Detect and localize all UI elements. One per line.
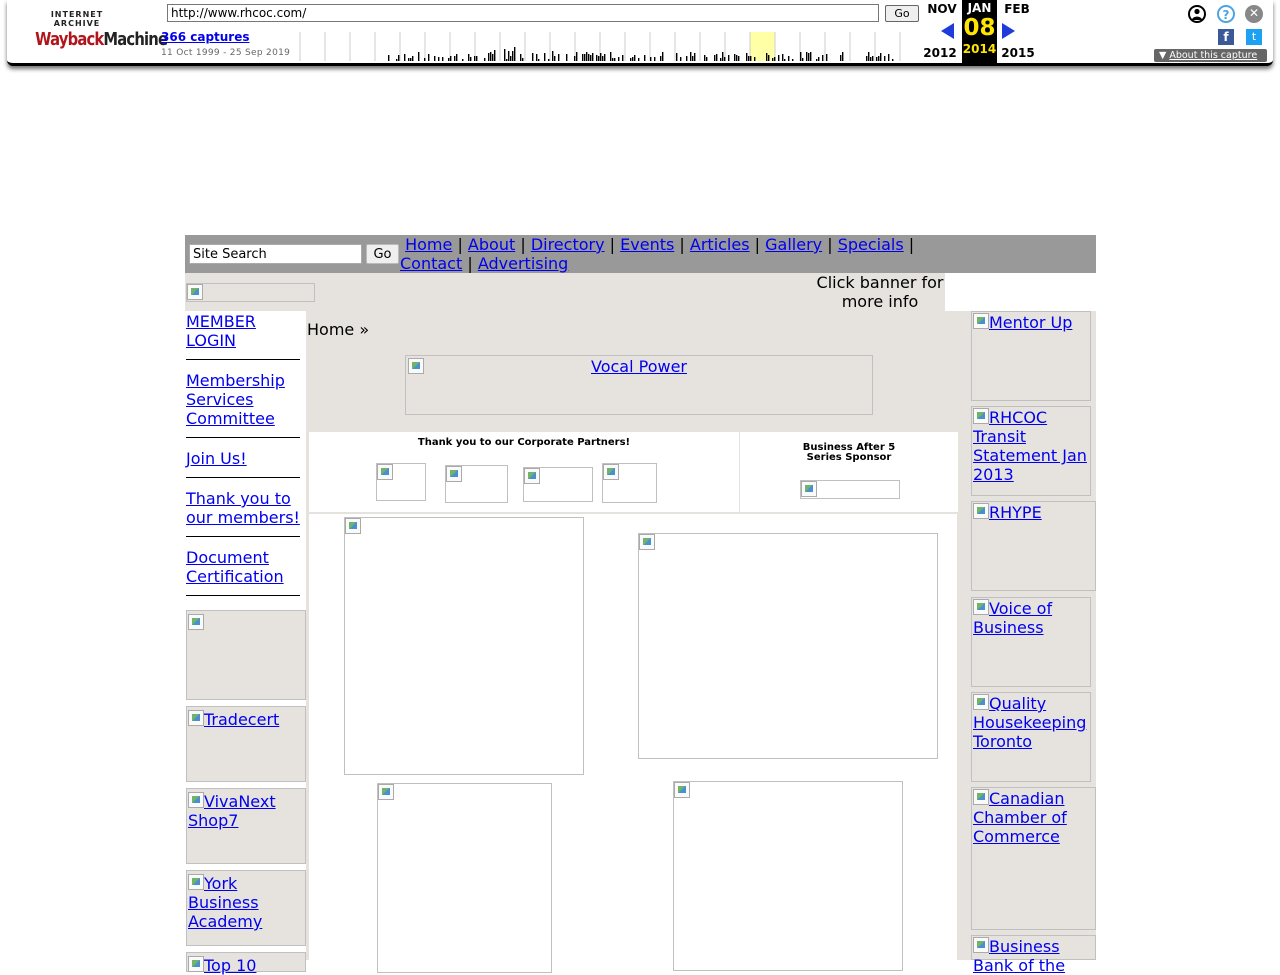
sparkline-bar [630,58,631,61]
sparkline-bar [680,57,681,61]
help-icon[interactable]: ? [1217,5,1235,23]
broken-image-icon [801,481,817,497]
broken-image-icon [639,534,655,550]
sparkline-bar [720,58,721,61]
sparkline-bar [778,55,779,61]
captures-link[interactable]: 366 captures [161,30,250,44]
nav-contact[interactable]: Contact [400,254,463,273]
partner-logo-1[interactable] [376,463,426,501]
chevron-down-icon: ▼ [1159,50,1167,61]
corporate-partners-panel [309,432,739,512]
divider [186,595,300,596]
sparkline-bar [610,52,611,61]
business-after-5-panel [740,432,958,512]
broken-image-icon [345,518,361,534]
sparkline-bar [418,52,419,61]
sparkline-bar [634,55,635,61]
sparkline-bar [754,57,755,61]
sparkline-bar [750,56,751,61]
broken-image-icon [408,358,424,374]
logo-wordmark: WaybackMachine [35,29,168,50]
wayback-go-button[interactable]: Go [885,5,919,22]
sparkline-bar [588,54,589,61]
nav-events[interactable]: Events [620,235,675,254]
sparkline-bar [410,58,411,61]
broken-image-icon [973,937,989,953]
sparkline-bar [876,57,877,61]
logo-internet-archive: INTERNET ARCHIVE [50,10,104,28]
sparkline-bar [576,52,577,61]
sparkline-bar [510,56,511,61]
partner-logo-2[interactable] [445,465,508,503]
sparkline-bar [766,53,767,61]
sparkline-bar [462,59,463,61]
broken-image-icon [973,599,989,615]
right-ad-voice-of-business[interactable] [971,597,1091,687]
sparkline-bar [586,52,587,61]
sparkline-bar [554,56,555,61]
sparkline-bar [650,57,651,61]
broken-image-icon [973,313,989,329]
sparkline-bar [686,56,687,61]
broken-image-icon [524,468,540,484]
broken-image-icon [674,782,690,798]
divider [186,477,300,478]
sparkline-bar [396,59,397,61]
sparkline-bar [558,54,559,61]
sparkline-bar [746,53,747,61]
sparkline-bar [792,59,793,61]
sparkline-bar [644,55,645,61]
sparkline-current-year-highlight [750,32,775,61]
right-ad-quality-housekeeping[interactable] [971,692,1091,782]
sparkline-bar [408,58,409,61]
broken-image-icon [187,284,203,300]
about-capture-label: About this capture [1169,50,1258,61]
left-ad-vivanext[interactable] [186,788,306,864]
broken-image-icon [188,614,204,630]
sparkline-bar [508,51,509,61]
sparkline-bar [614,58,615,61]
sparkline-bar [870,57,871,61]
sparkline-bar [622,55,623,61]
feature-image-4[interactable] [673,781,903,971]
sparkline-bar [582,54,583,61]
membership-committee-link[interactable]: Membership Services Committee [186,371,285,428]
sparkline-bar [428,54,429,61]
sparkline-bar [810,52,811,61]
sparkline-bar [438,57,439,61]
right-ad-mentor-up[interactable] [971,311,1091,401]
join-us-link[interactable]: Join Us! [186,449,247,468]
sparkline-bar [412,56,413,61]
sparkline-bar [660,56,661,61]
broken-image-icon [973,408,989,424]
left-ad-top10-link[interactable]: Top 10 [188,956,304,975]
right-ad-rhype-link[interactable]: RHYPE [973,503,1094,522]
sparkline-bars [388,47,893,61]
site-search-input[interactable] [189,244,362,264]
sparkline-bar [514,47,515,61]
sparkline-bar [706,57,707,61]
right-ad-business-bank[interactable] [971,935,1096,975]
left-ad-1[interactable] [186,610,306,700]
capture-sparkline[interactable] [293,32,919,61]
sparkline-bar [592,53,593,61]
sparkline-bar [768,55,769,61]
sparkline-bar [868,52,869,61]
sparkline-bar [722,52,723,61]
nav-advertising[interactable]: Advertising [477,254,569,273]
sparkline-bar [826,54,827,61]
sparkline-bar [866,56,867,61]
sparkline-bar [612,58,613,61]
sparkline-bar [880,53,881,61]
corporate-partners-title: Thank you to our Corporate Partners! [417,437,631,448]
broken-image-icon [973,503,989,519]
sparkline-bar [404,54,405,61]
sparkline-bar [532,53,533,61]
broken-image-icon [188,874,204,890]
broken-image-icon [188,792,204,808]
next-year-label[interactable]: 2015 [1001,46,1035,60]
prev-year-label[interactable]: 2012 [923,46,957,60]
breadcrumb: Home » [307,320,370,339]
current-year: 2014 [962,42,997,56]
current-month: JAN [967,1,992,15]
nav-articles[interactable]: Articles [689,235,750,254]
sparkline-bar [802,58,803,61]
business-after-5-title: Business After 5 Series Sponsor [802,442,896,463]
sparkline-bar [602,56,603,61]
feature-image-3[interactable] [377,783,552,973]
sparkline-bar [454,56,455,61]
next-month-label[interactable]: FEB [1004,2,1030,16]
sparkline-bar [662,52,663,61]
left-sidebar [185,311,306,975]
current-capture-date [962,0,997,63]
sparkline-bar [774,57,775,61]
right-ad-mentor-up-link[interactable]: Mentor Up [973,313,1089,332]
sparkline-bar [654,57,655,61]
sparkline-bar [878,56,879,61]
sparkline-bar [574,56,575,61]
sparkline-bar [816,59,817,61]
twitter-icon[interactable]: t [1246,29,1262,45]
nav-directory[interactable]: Directory [530,235,605,254]
left-ad-tradecert[interactable] [186,706,306,782]
sparkline-bar [522,58,523,61]
right-ad-rhype[interactable] [971,501,1096,591]
sparkline-bar [638,58,639,61]
sparkline-bar [840,55,841,61]
right-ad-canadian-chamber[interactable] [971,787,1096,930]
sparkline-bar [448,58,449,61]
sparkline-bar [474,56,475,61]
sparkline-bar [888,54,889,61]
broken-image-icon [377,464,393,480]
document-certification-link[interactable]: Document Certification [186,548,284,586]
sparkline-bar [450,56,451,61]
sparkline-bar [544,53,545,61]
wayback-logo[interactable] [26,10,168,50]
nav-gallery[interactable]: Gallery [765,235,823,254]
sparkline-bar [604,54,605,61]
sparkline-bar [714,55,715,61]
capture-date-range: 11 Oct 1999 - 25 Sep 2019 [161,48,291,58]
nav-about[interactable]: About [467,235,516,254]
nav-home[interactable]: Home [405,235,453,254]
broken-image-icon [188,956,204,972]
sparkline-bar [782,54,783,61]
sparkline-bar [784,59,785,61]
feature-image-grid [309,514,957,960]
feature-image-1[interactable] [344,517,584,775]
banner-note: Click banner for more info [816,273,944,311]
sparkline-bar [818,57,819,61]
broken-image-icon [378,784,394,800]
sparkline-bar [506,59,507,61]
sparkline-bar [596,55,597,61]
divider [186,536,300,537]
sparkline-bar [476,56,477,61]
nav-specials[interactable]: Specials [837,235,904,254]
sparkline-bar [788,56,789,61]
sparkline-bar [536,54,537,61]
banner-row [185,273,945,311]
header-banner-image[interactable] [186,283,315,302]
sparkline-bar [488,53,489,61]
sparkline-bar [468,54,469,61]
sparkline-bar [724,57,725,61]
sparkline-bar [520,54,521,61]
sparkline-bar [772,58,773,61]
sparkline-bar [484,58,485,61]
sparkline-bar [566,54,567,61]
about-capture-toggle[interactable] [1154,49,1267,62]
right-sidebar [958,311,1096,975]
facebook-icon[interactable]: f [1218,29,1234,45]
right-ad-transit-statement-link[interactable]: RHCOC Transit Statement Jan 2013 [973,408,1087,484]
sparkline-bar [494,50,495,61]
sparkline-bar [692,56,693,61]
sparkline-bar [470,57,471,61]
sparkline-bar [490,52,491,61]
sparkline-bar [842,52,843,61]
sparkline-bar [618,57,619,61]
sparkline-bar [822,55,823,61]
sparkline-bar [456,54,457,61]
sparkline-bar [734,54,735,61]
sparkline-bar [808,53,809,61]
wayback-toolbar [7,0,1273,66]
site-search-go-button[interactable]: Go [366,244,399,264]
sparkline-bar [694,53,695,61]
sparkline-bar [632,57,633,61]
sparkline-bar [598,56,599,61]
archived-page [185,235,1096,975]
partner-logo-4[interactable] [602,463,657,503]
sparkline-bar [600,53,601,61]
current-day: 08 [963,15,996,41]
close-icon[interactable]: ✕ [1245,5,1263,23]
vocal-power-link[interactable]: Vocal Power [591,357,687,376]
right-ad-business-bank-link[interactable]: Business Bank of the [973,937,1066,975]
left-ad-top10[interactable] [186,952,306,975]
sparkline-bar [676,53,677,61]
next-capture-arrow-icon[interactable] [1002,23,1015,39]
sparkline-bar [434,56,435,61]
sparkline-bar [512,51,513,61]
sparkline-bar [884,56,885,61]
sparkline-bar [892,59,893,61]
sparkline-bar [442,57,443,61]
user-icon[interactable] [1188,5,1206,23]
member-login-link[interactable]: MEMBER LOGIN [186,312,256,350]
main-content [306,311,958,960]
broken-image-icon [188,710,204,726]
sparkline-bar [738,56,739,61]
divider [186,359,300,360]
site-top-bar [185,235,1096,273]
right-ad-transit-statement[interactable] [971,406,1091,496]
thank-members-link[interactable]: Thank you to our members! [186,489,300,527]
sparkline-bar [584,54,585,61]
sparkline-bar [492,54,493,61]
left-ad-york-business[interactable] [186,870,306,946]
sparkline-bar [806,52,807,61]
feature-image-2[interactable] [638,533,938,759]
left-ad-vivanext-link[interactable]: VivaNext Shop7 [188,792,276,830]
sparkline-bar [424,58,425,61]
sparkline-bar [590,55,591,61]
sparkline-bar [872,56,873,61]
series-sponsor-logo[interactable] [800,480,900,499]
broken-image-icon [603,464,619,480]
sparkline-bar [548,59,549,61]
broken-image-icon [973,694,989,710]
sparkline-bar [704,55,705,61]
wayback-url-input[interactable] [167,4,879,22]
sparkline-bar [504,49,505,61]
sparkline-bar [398,55,399,61]
prev-capture-arrow-icon[interactable] [941,23,954,39]
sparkline-bar [716,54,717,61]
sparkline-bar [736,55,737,61]
right-ad-quality-housekeeping-link[interactable]: Quality Housekeeping Toronto [973,694,1087,751]
sparkline-bar [690,52,691,61]
left-ad-tradecert-link[interactable]: Tradecert [188,710,304,729]
right-ad-canadian-chamber-link[interactable]: Canadian Chamber of Commerce [973,789,1067,846]
left-ad-york-business-link[interactable]: York Business Academy [188,874,263,931]
sparkline-bar [552,51,553,61]
sparkline-bar [538,59,539,61]
broken-image-icon [446,466,462,482]
sparkline-bar [748,56,749,61]
sparkline-bar [800,52,801,61]
partner-logo-3[interactable] [523,467,593,502]
main-nav: Home | About | Directory | Events | Articles | Gallery | Specials | Contact | Advertising [400,235,915,273]
sparkline-bar [728,55,729,61]
broken-image-icon [973,789,989,805]
prev-month-label[interactable]: NOV [927,2,957,16]
divider [186,437,300,438]
vocal-power-banner[interactable] [405,355,873,415]
sparkline-bar [388,55,389,61]
right-ad-voice-of-business-link[interactable]: Voice of Business [973,599,1053,637]
